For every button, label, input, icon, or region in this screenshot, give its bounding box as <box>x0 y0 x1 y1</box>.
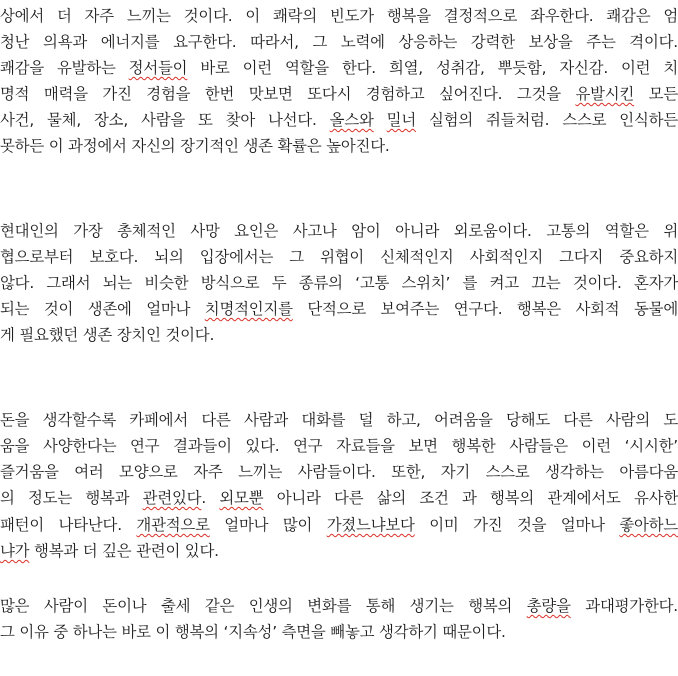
text-run: 돈을 생각할수록 카페에서 다른 사람과 대화를 덜 하고, 어려움을 당해도 다른 사람의 도 <box>0 411 678 429</box>
spellcheck-flagged-word[interactable]: 개관적으로 <box>136 516 210 534</box>
spellcheck-flagged-word[interactable]: 냐가 <box>0 542 30 560</box>
spellcheck-flagged-word[interactable]: 유발시킨 <box>575 85 635 103</box>
text-run: 모든 <box>634 85 678 103</box>
text-run: 되는 것이 생존에 얼마나 <box>0 300 205 318</box>
text-line <box>0 30 678 54</box>
text-run: 사건, 물체, 장소, 사람을 또 찾아 나선다. <box>0 111 330 129</box>
text-line <box>0 594 678 618</box>
text-line <box>0 513 678 537</box>
text-run: 않다. 그래서 뇌는 비슷한 방식으로 두 종류의 ‘고통 스위치’ 를 켜고 끄는 것이다. 혼자가 <box>0 274 678 292</box>
text-line <box>0 271 678 295</box>
text-run: 게 필요했던 생존 장치인 것이다. <box>0 326 215 344</box>
text-run: 바로 이런 역할을 한다. 희열, 성취감, 뿌듯함, 자신감. 이런 치 <box>187 59 678 77</box>
spellcheck-flagged-word[interactable]: 밀너 <box>386 111 417 129</box>
text-line <box>0 297 678 321</box>
spellcheck-flagged-word[interactable]: 외모뿐 <box>219 489 264 507</box>
text-run: . <box>201 489 220 507</box>
text-line <box>0 245 678 269</box>
text-run <box>374 111 387 129</box>
text-line <box>0 219 678 243</box>
spellcheck-flagged-word[interactable]: 총량을 <box>526 597 571 615</box>
text-run: 현대인의 가장 총체적인 사망 요인은 사고나 암이 아니라 외로움이다. 고통의 역할은 위 <box>0 222 678 240</box>
text-run: 즐거움을 여러 모양으로 자주 느끼는 사람들이다. 또한, 자기 스스로 생각하는 아름다움 <box>0 463 678 481</box>
text-run: 이미 가진 것을 얼마나 <box>414 516 620 534</box>
text-run: 얼마나 많이 <box>209 516 327 534</box>
text-line <box>0 486 678 510</box>
text-line <box>0 460 678 484</box>
text-line <box>0 434 678 458</box>
text-line <box>0 323 678 347</box>
text-run: 못하든 이 과정에서 자신의 장기적인 생존 확률은 높아진다. <box>0 137 390 155</box>
text-line <box>0 134 678 158</box>
spellcheck-flagged-word[interactable]: 올스와 <box>329 111 374 129</box>
text-run: 실험의 쥐들처럼. 스스로 인식하든 <box>416 111 678 129</box>
text-run: 의 정도는 행복과 <box>0 489 143 507</box>
text-run: 그 이유 중 하나는 바로 이 행복의 ‘지속성’ 측면을 빼놓고 생각하기 때문이다. <box>0 623 506 641</box>
spellcheck-flagged-word[interactable]: 관련있다 <box>142 489 202 507</box>
text-line <box>0 408 678 432</box>
spellcheck-flagged-word[interactable]: 치명적인지를 <box>204 300 293 318</box>
text-run: 단적으로 보여주는 연구다. 행복은 사회적 동물에 <box>292 300 678 318</box>
text-line <box>0 56 678 80</box>
text-line <box>0 620 678 644</box>
spellcheck-flagged-word[interactable]: 좋아하느 <box>619 516 678 534</box>
text-run: 움을 사양한다는 연구 결과들이 있다. 연구 자료들을 보면 행복한 사람들은 이런 ‘시시한’ <box>0 437 678 455</box>
text-run: 청난 의욕과 에너지를 요구한다. 따라서, 그 노력에 상응하는 강력한 보상을 주는 격이다. <box>0 33 678 51</box>
text-run: 쾌감을 유발하는 <box>0 59 129 77</box>
spellcheck-flagged-word[interactable]: 정서들이 <box>128 59 188 77</box>
text-run: 패턴이 나타난다. <box>0 516 137 534</box>
text-run: 과대평가한다. <box>570 597 678 615</box>
text-run: 행복과 더 깊은 관련이 있다. <box>29 542 219 560</box>
text-line <box>0 108 678 132</box>
text-line <box>0 4 678 28</box>
text-line <box>0 539 678 563</box>
text-line <box>0 82 678 106</box>
text-run: 많은 사람이 돈이나 출세 같은 인생의 변화를 통해 생기는 행복의 <box>0 597 527 615</box>
text-run: 명적 매력을 가진 경험을 한번 맛보면 또다시 경험하고 싶어진다. 그것을 <box>0 85 576 103</box>
spellcheck-flagged-word[interactable]: 가졌느냐보다 <box>326 516 415 534</box>
text-run: 협으로부터 보호다. 뇌의 입장에서는 그 위협이 신체적인지 사회적인지 그다지 중요하지 <box>0 248 678 266</box>
text-run: 아니라 다른 삶의 조건 과 행복의 관계에서도 유사한 <box>263 489 678 507</box>
text-run: 상에서 더 자주 느끼는 것이다. 이 쾌락의 빈도가 행복을 결정적으로 좌우한다. 쾌감은 엄 <box>0 7 678 25</box>
